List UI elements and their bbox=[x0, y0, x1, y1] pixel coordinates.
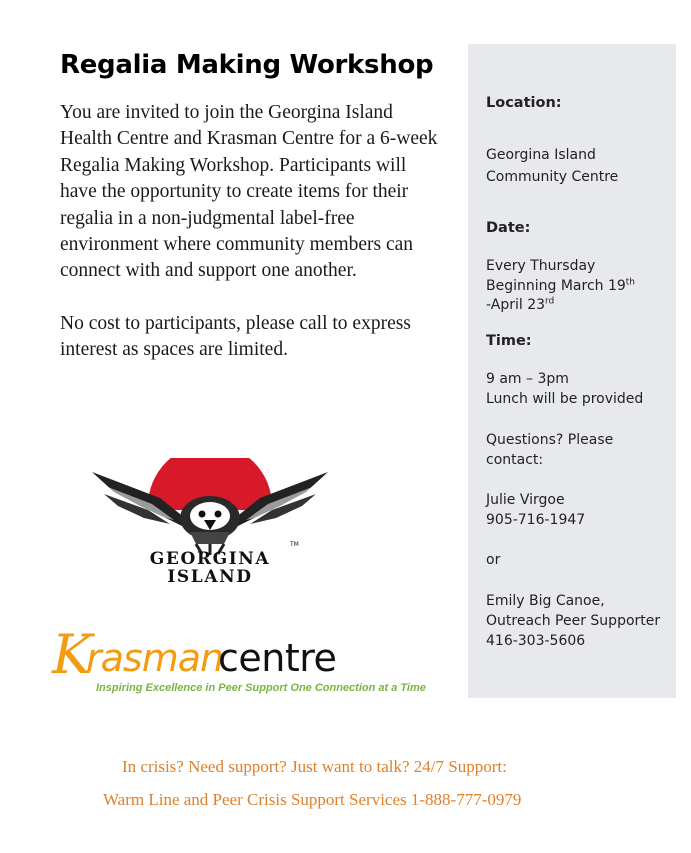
footer-line2: Warm Line and Peer Crisis Support Services 1-888-777-0979 bbox=[103, 790, 522, 809]
contact2-role: Outreach Peer Supporter bbox=[486, 613, 661, 629]
location-label: Location: bbox=[486, 95, 562, 111]
date-line2 bbox=[486, 276, 635, 296]
intro-paragraph: You are invited to join the Georgina Island Health Centre and Krasman Centre for a 6-week Regalia Making Workshop. Participants will have the opportunity to create items for their regalia in a non-judgmental label-free environment where community members can connect with and support one another. bbox=[60, 102, 438, 282]
kc-rasman: rasman bbox=[86, 636, 224, 680]
footer-line1: In crisis? Need support? Just want to talk? 24/7 Support: bbox=[122, 757, 507, 776]
georgina-island-logo bbox=[90, 458, 330, 588]
page-title: Regalia Making Workshop bbox=[60, 50, 434, 80]
date-line3 bbox=[486, 295, 554, 315]
location-line2: Community Centre bbox=[486, 169, 619, 185]
kc-centre: centre bbox=[218, 636, 337, 680]
date-line1: Every Thursday bbox=[486, 258, 596, 274]
kc-tagline: Inspiring Excellence in Peer Support One Connection at a Time bbox=[96, 682, 426, 694]
date-label: Date: bbox=[486, 220, 531, 236]
questions-line1: Questions? Please bbox=[486, 432, 614, 448]
krasman-centre-logo bbox=[52, 624, 432, 710]
contact1-name: Julie Virgoe bbox=[486, 492, 565, 508]
time-line2: Lunch will be provided bbox=[486, 391, 644, 407]
cost-note: No cost to participants, please call to express interest as spaces are limited. bbox=[60, 312, 411, 361]
contact2-phone: 416-303-5606 bbox=[486, 633, 586, 649]
date-start: Beginning March 19 bbox=[486, 278, 626, 294]
questions-line2: contact: bbox=[486, 452, 544, 468]
gi-line2: ISLAND bbox=[167, 567, 253, 587]
or-text: or bbox=[486, 552, 501, 568]
contact1-phone: 905-716-1947 bbox=[486, 512, 586, 528]
gi-tm: TM bbox=[290, 541, 299, 548]
contact2-name: Emily Big Canoe, bbox=[486, 593, 605, 609]
intro-section bbox=[60, 100, 445, 364]
location-line1: Georgina Island bbox=[486, 147, 596, 163]
date-start-suffix: th bbox=[625, 277, 636, 288]
date-end-suffix: rd bbox=[545, 296, 555, 307]
date-end: -April 23 bbox=[486, 297, 546, 313]
time-label: Time: bbox=[486, 333, 532, 349]
gi-line1: GEORGINA bbox=[149, 549, 271, 569]
time-line1: 9 am – 3pm bbox=[486, 371, 569, 387]
kc-k: K bbox=[52, 623, 93, 686]
